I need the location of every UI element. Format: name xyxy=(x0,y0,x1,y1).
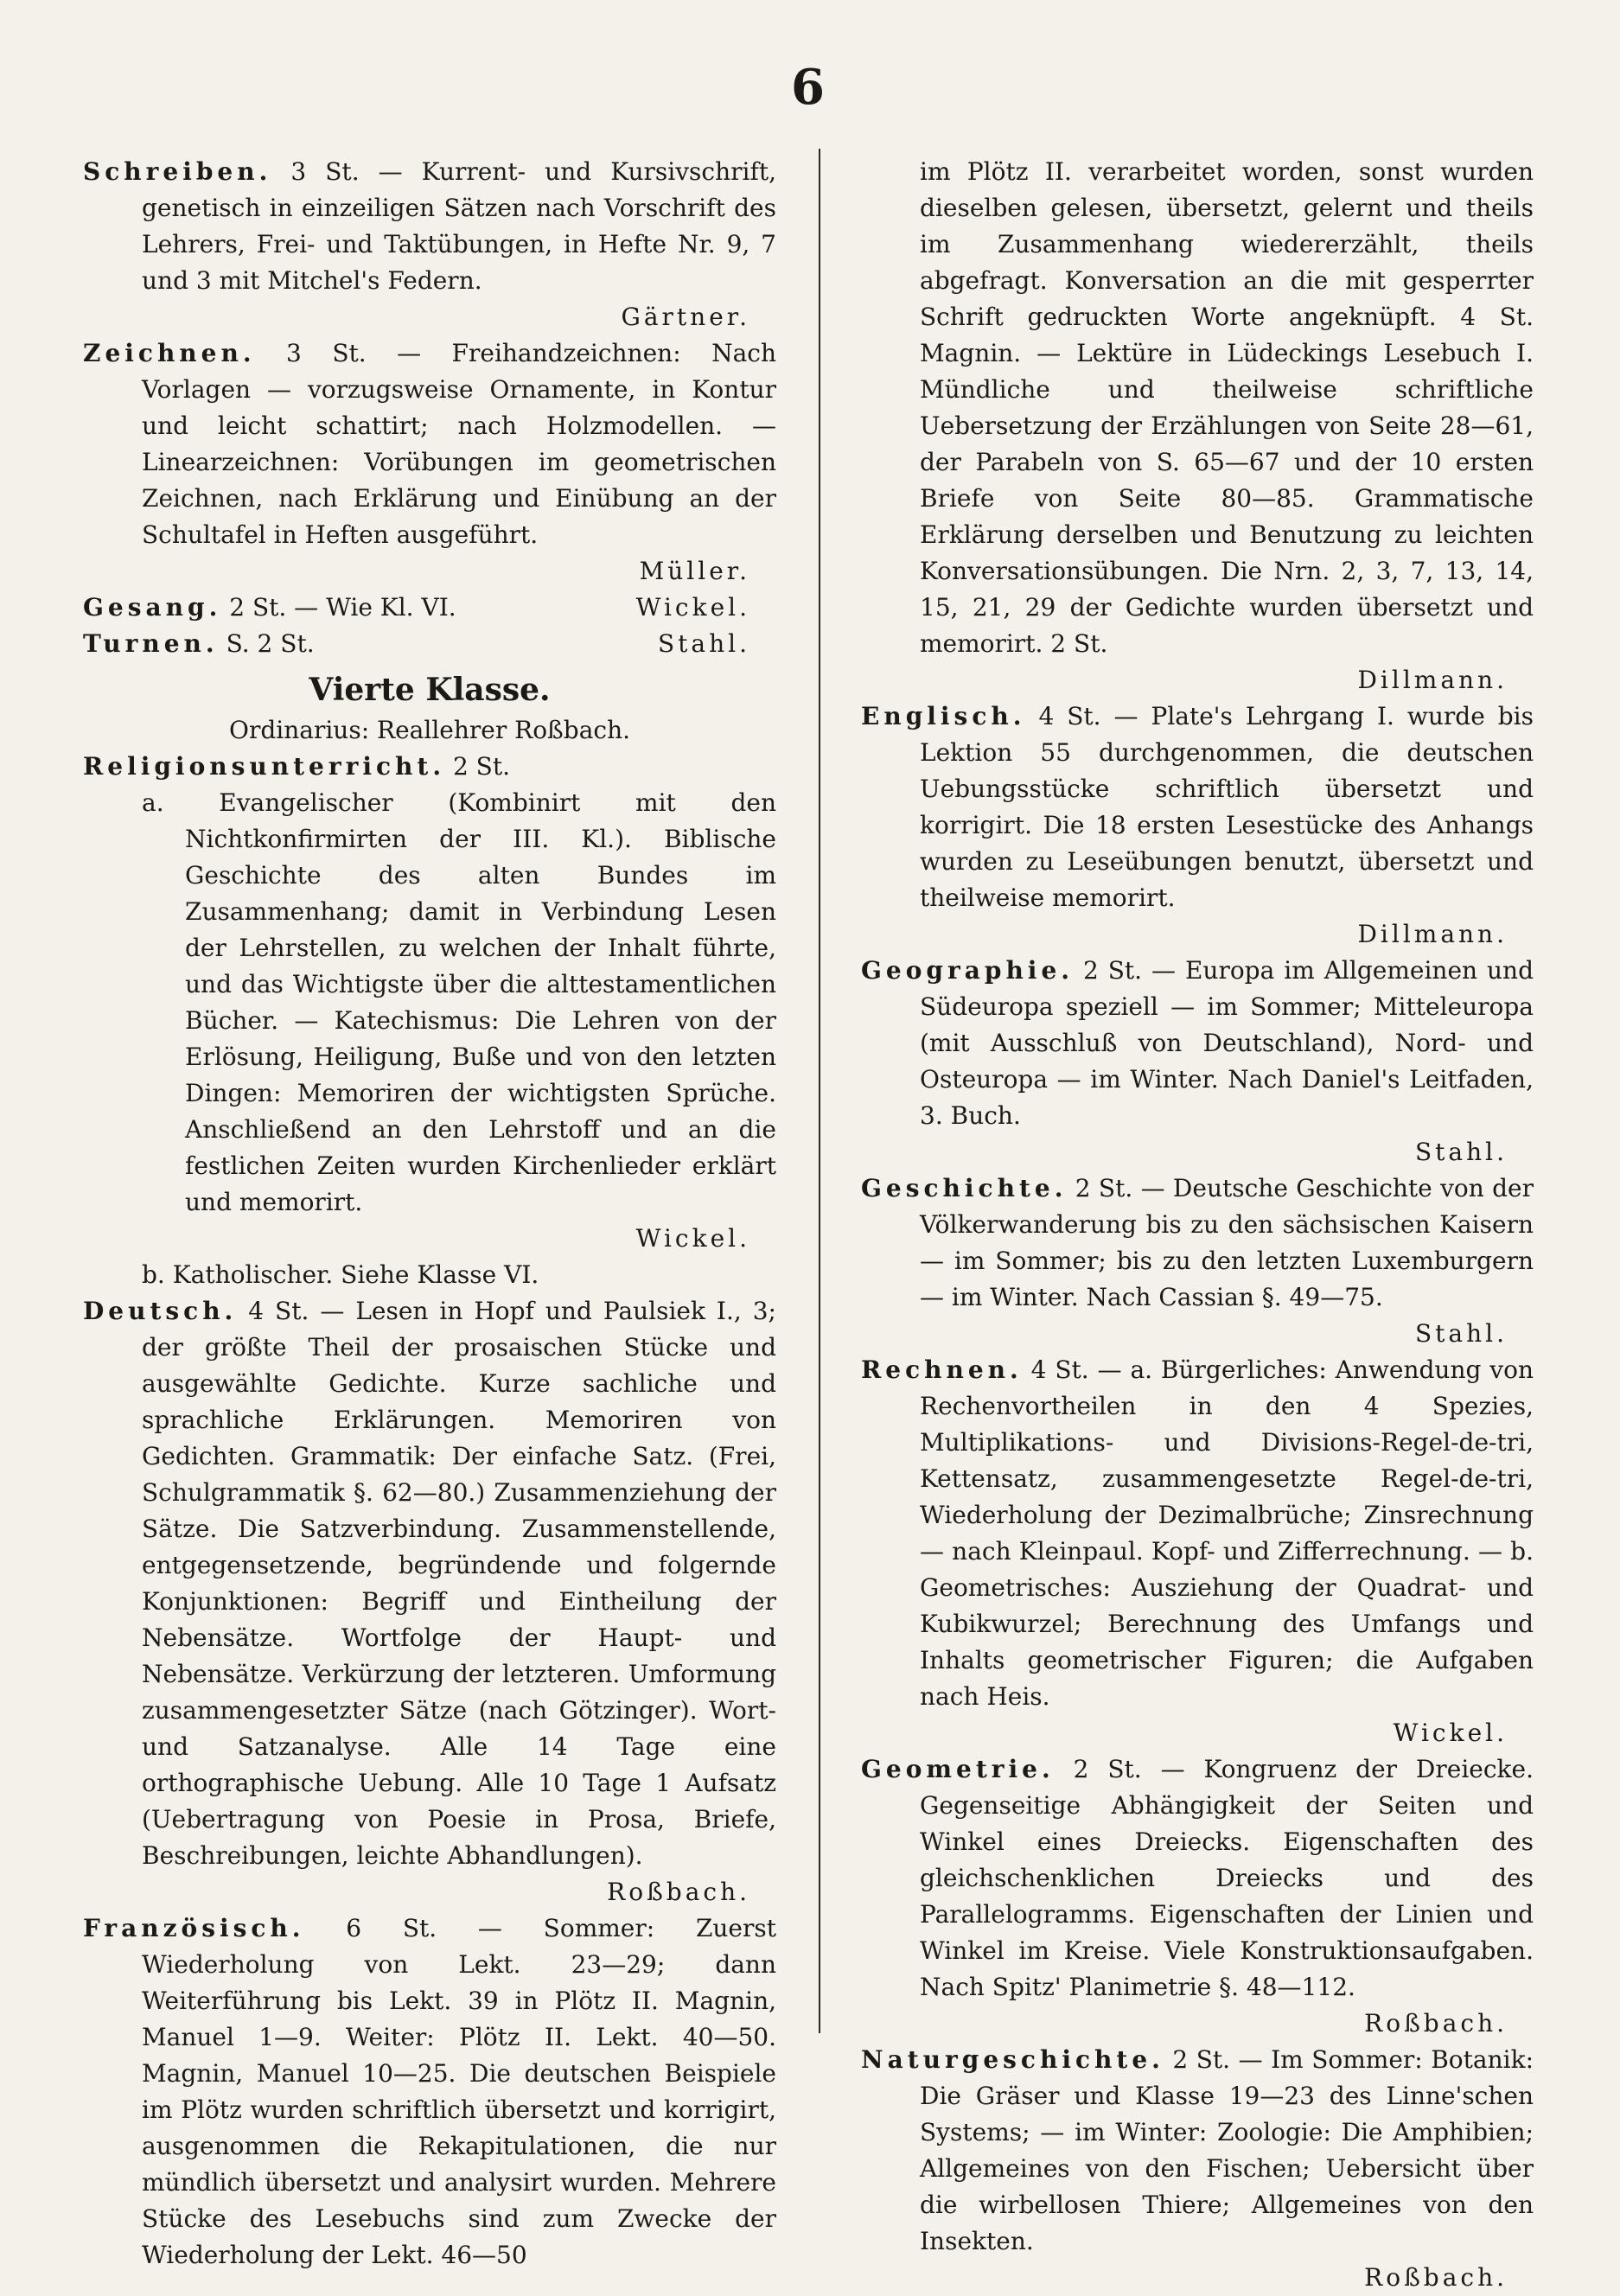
subject-deutsch: Deutsch. xyxy=(83,1297,238,1325)
subject-franzoesisch: Französisch. xyxy=(83,1914,305,1942)
text-franzoesisch: 6 St. — Sommer: Zuerst Wiederholung von Lekt. 23—29; dann Weiterführung bis Lekt. 39 in Plötz II. Magnin, Manuel 1—9. Weiter: Plötz II. Lekt. 40—50. Magnin, Manuel 10—25. Die deutschen Beispiele im Plötz wurden schriftlich übersetzt und korrigirt, ausgenommen die Rekapitulationen, die nur mündlich übersetzt und analysirt wurden. Mehrere Stücke des Lesebuchs sind zum Zwecke der Wiederholung der Lekt. 46—50 xyxy=(142,1914,777,2269)
teacher-franzoesisch: Dillmann. xyxy=(1357,666,1508,694)
text-geschichte: 2 St. — Deutsche Geschichte von der Völkerwanderung bis zu den sächsischen Kaisern — im Sommer; bis zu den letzten Luxemburgern — im Winter. Nach Cassian §. 49—75. xyxy=(920,1174,1534,1311)
subject-englisch: Englisch. xyxy=(861,702,1026,730)
subject-turnen: Turnen. xyxy=(83,629,219,658)
teacher-englisch: Dillmann. xyxy=(1357,920,1508,948)
teacher-religion: Wickel. xyxy=(635,1224,750,1253)
text-rechnen: 4 St. — a. Bürgerliches: Anwendung von Rechenvortheilen in den 4 Spezies, Multiplikations- und Divisions-Regel-de-tri, Kettensatz, zusammengesetzte Regel-de-tri, Wiederholung der Dezimalbrüche; Zinsrechnung — nach Kleinpaul. Kopf- und Zifferrechnung. — b. Geometrisches: Ausziehung der Quadrat- und Kubikwurzel; Berechnung des Umfangs und Inhalts geometrischer Figuren; die Aufgaben nach Heis. xyxy=(920,1355,1534,1711)
subject-naturgeschichte: Naturgeschichte. xyxy=(861,2045,1164,2074)
text-geographie: 2 St. — Europa im Allgemeinen und Südeuropa speziell — im Sommer; Mitteleuropa (mit Ausschluß von Deutschland), Nord- und Osteuropa — im Winter. Nach Daniel's Leitfaden, 3. Buch. xyxy=(920,956,1534,1130)
entry-deutsch xyxy=(83,1293,776,1874)
entry-schreiben xyxy=(83,154,776,299)
entry-gesang xyxy=(83,590,776,626)
entry-rechnen xyxy=(861,1352,1534,1715)
subject-gesang: Gesang. xyxy=(83,593,222,622)
entry-geometrie xyxy=(861,1751,1534,2006)
text-religion: 2 St. xyxy=(452,752,511,781)
teacher-rechnen: Wickel. xyxy=(1393,1719,1508,1747)
entry-geographie xyxy=(861,953,1534,1134)
teacher-geschichte: Stahl. xyxy=(1414,1319,1508,1348)
religion-katholisch: b. Katholischer. Siehe Klasse VI. xyxy=(142,1260,539,1289)
text-zeichnen: 3 St. — Freihandzeichnen: Nach Vorlagen — vorzugsweise Ornamente, in Kontur und leicht schattirt; nach Holzmodellen. — Linearzeichnen: Vorübungen im geometrischen Zeichnen, nach Erklärung und Einübung an der Schultafel in Heften ausgeführt. xyxy=(142,339,777,549)
entry-religion xyxy=(83,749,776,785)
teacher-gesang: Wickel. xyxy=(635,593,750,622)
left-column xyxy=(83,154,776,2274)
religion-evangelisch: a. Evangelischer (Kombinirt mit den Nichtkonfirmirten der III. Kl.). Biblische Geschichte des alten Bundes im Zusammenhang; damit in Verbindung Lesen der Lehrstellen, zu welchen der Inhalt führte, und das Wichtigste über die alttestamentlichen Bücher. — Katechismus: Die Lehren von der Erlösung, Heiligung, Buße und von den letzten Dingen: Memoriren der wichtigsten Sprüche. Anschließend an den Lehrstoff und an die festlichen Zeiten wurden Kirchenlieder erklärt und memorirt. xyxy=(142,788,776,1216)
ordinarius: Ordinarius: Reallehrer Roßbach. xyxy=(229,716,630,744)
entry-franzoesisch xyxy=(83,1910,776,2274)
entry-englisch xyxy=(861,698,1534,916)
subject-geschichte: Geschichte. xyxy=(861,1174,1068,1202)
teacher-geometrie: Roßbach. xyxy=(1364,2009,1508,2038)
teacher-naturgeschichte: Roßbach. xyxy=(1364,2263,1508,2292)
subject-zeichnen: Zeichnen. xyxy=(83,339,256,367)
text-deutsch: 4 St. — Lesen in Hopf und Paulsiek I., 3; der größte Theil der prosaischen Stücke und ausgewählte Gedichte. Kurze sachliche und sprachliche Erklärungen. Memoriren von Gedichten. Grammatik: Der einfache Satz. (Frei, Schulgrammatik §. 62—80.) Zusammenziehung der Sätze. Die Satzverbindung. Zusammenstellende, entgegensetzende, begründende und folgernde Konjunktionen: Begriff und Eintheilung der Nebensätze. Wortfolge der Haupt- und Nebensätze. Verkürzung der letzteren. Umformung zusammengesetzter Sätze (nach Götzinger). Wort- und Satzanalyse. Alle 14 Tage eine orthographische Uebung. Alle 10 Tage 1 Aufsatz (Uebertragung von Poesie in Prosa, Briefe, Beschreibungen, leichte Abhandlungen). xyxy=(142,1297,776,1870)
right-column xyxy=(861,154,1534,2296)
entry-turnen xyxy=(83,626,776,662)
teacher-geographie: Stahl. xyxy=(1414,1138,1508,1166)
text-gesang: 2 St. — Wie Kl. VI. xyxy=(229,593,456,622)
text-englisch: 4 St. — Plate's Lehrgang I. wurde bis Lektion 55 durchgenommen, die deutschen Uebungsstücke schriftlich übersetzt und korrigirt. Die 18 ersten Lesestücke des Anhangs wurden zu Leseübungen benutzt, übersetzt und theilweise memorirt. xyxy=(920,702,1534,912)
text-naturgeschichte: 2 St. — Im Sommer: Botanik: Die Gräser und Klasse 19—23 des Linne'schen Systems; — im Winter: Zoologie: Die Amphibien; Allgemeines von den Fischen; Uebersicht über die wirbellosen Thiere; Allgemeines von den Insekten. xyxy=(920,2045,1534,2255)
subject-geometrie: Geometrie. xyxy=(861,1755,1055,1783)
page-number: 6 xyxy=(791,59,825,116)
entry-geschichte xyxy=(861,1170,1534,1316)
subject-rechnen: Rechnen. xyxy=(861,1355,1023,1384)
column-divider xyxy=(819,149,820,2033)
entry-zeichnen xyxy=(83,335,776,553)
text-turnen: S. 2 St. xyxy=(226,629,315,658)
teacher-turnen: Stahl. xyxy=(657,629,750,658)
text-schreiben: 3 St. — Kurrent- und Kursivschrift, genetisch in einzeiligen Sätzen nach Vorschrift des Lehrers, Frei- und Taktübungen, in Hefte Nr. 9, 7 und 3 mit Mitchel's Federn. xyxy=(142,157,776,295)
subject-schreiben: Schreiben. xyxy=(83,157,272,186)
teacher-schreiben: Gärtner. xyxy=(621,303,750,331)
entry-naturgeschichte xyxy=(861,2042,1534,2260)
franzoesisch-continued: im Plötz II. verarbeitet worden, sonst wurden dieselben gelesen, übersetzt, gelernt und theils im Zusammenhang wiedererzählt, theils abgefragt. Konversation an die mit gesperrter Schrift gedruckten Worte angeknüpft. 4 St. Magnin. — Lektüre in Lüdeckings Lesebuch I. Mündliche und theilweise schriftliche Uebersetzung der Erzählungen von Seite 28—61, der Parabeln von S. 65—67 und der 10 ersten Briefe von Seite 80—85. Grammatische Erklärung derselben und Benutzung zu leichten Konversationsübungen. Die Nrn. 2, 3, 7, 13, 14, 15, 21, 29 der Gedichte wurden übersetzt und memorirt. 2 St. xyxy=(920,157,1534,658)
subject-religion: Religionsunterricht. xyxy=(83,752,446,781)
teacher-deutsch: Roßbach. xyxy=(607,1878,750,1906)
text-geometrie: 2 St. — Kongruenz der Dreiecke. Gegenseitige Abhängigkeit der Seiten und Winkel eines Dreiecks. Eigenschaften des gleichschenklichen Dreiecks und des Parallelogramms. Eigenschaften der Linien und Winkel im Kreise. Viele Konstruktionsaufgaben. Nach Spitz' Planimetrie §. 48—112. xyxy=(920,1755,1534,2001)
subject-geographie: Geographie. xyxy=(861,956,1075,985)
teacher-zeichnen: Müller. xyxy=(639,557,750,585)
class-heading: Vierte Klasse. xyxy=(309,672,551,708)
